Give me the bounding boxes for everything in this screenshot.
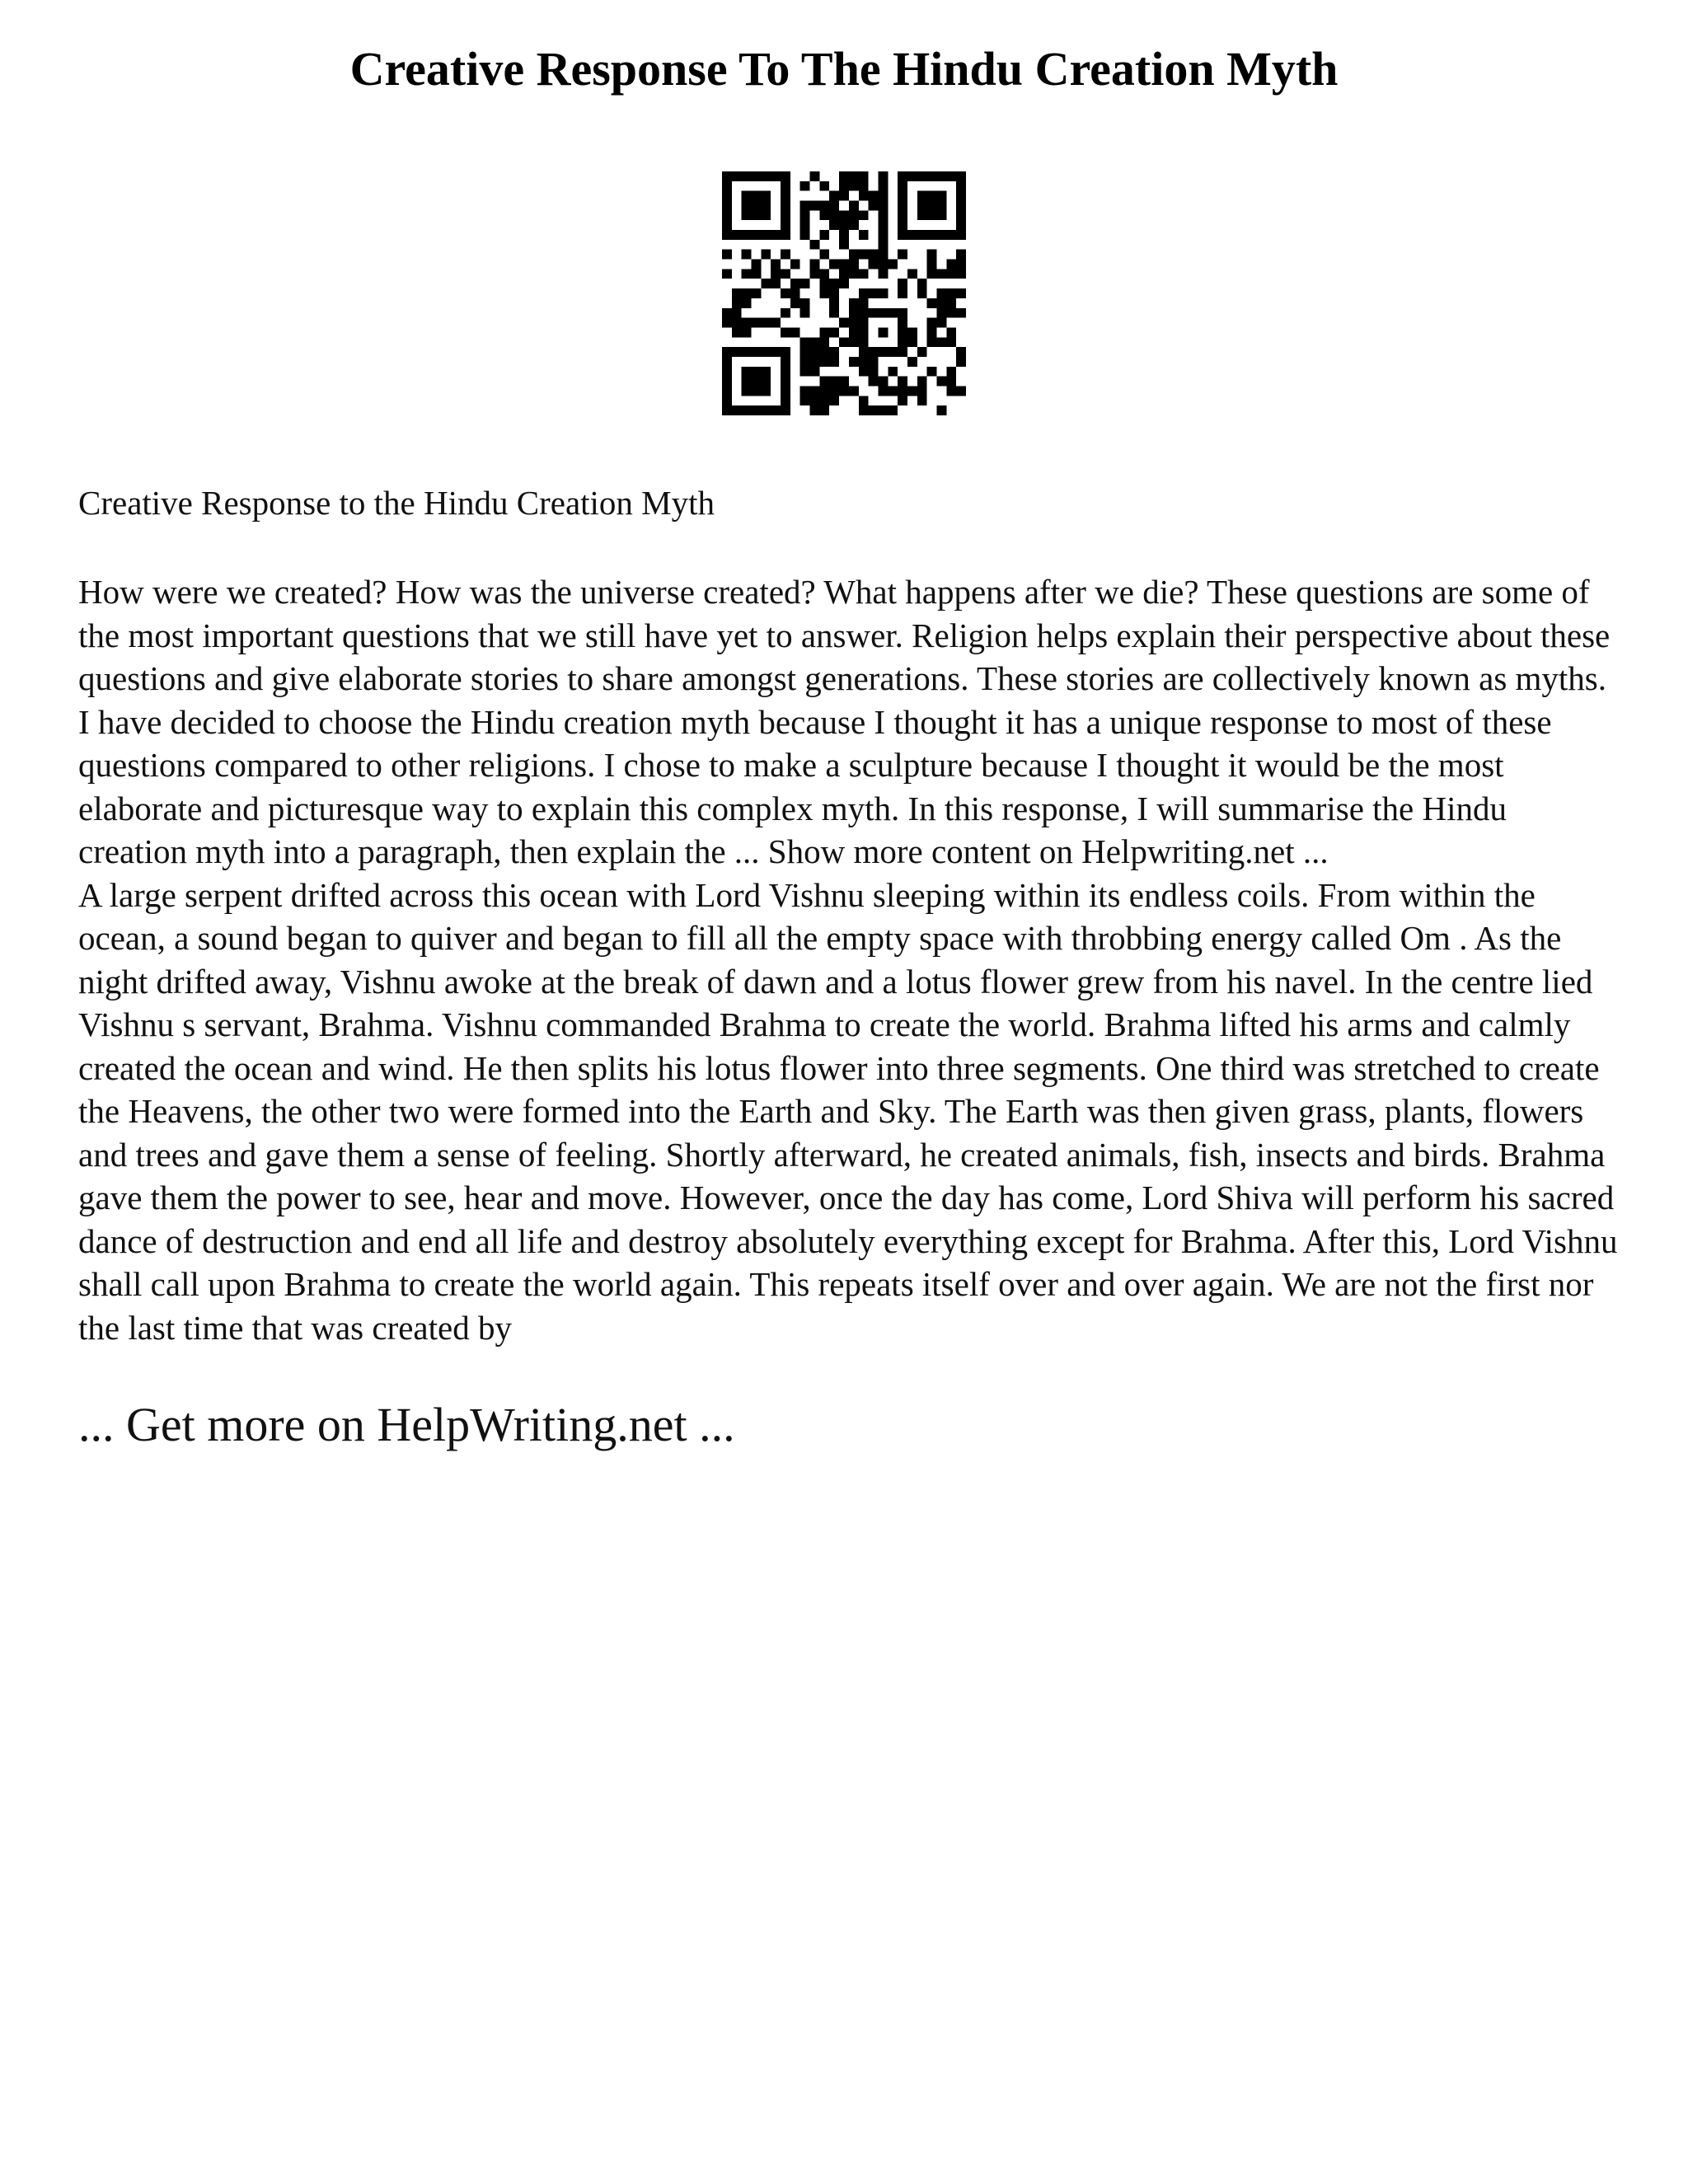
document-subtitle: Creative Response to the Hindu Creation Myth <box>78 484 715 522</box>
body-paragraph-2: A large serpent drifted across this ocean with Lord Vishnu sleeping within its endless coils. From within the ocean, a sound began to quiver and began to fill all the empty space with throbbing energy called Om . As the night drifted away, Vishnu awoke at the break of dawn and a lotus flower grew from his navel. In the centre lied Vishnu s servant, Brahma. Vishnu commanded Brahma to create the world. Brahma lifted his arms and calmly created the ocean and wind. He then splits his lotus flower into three segments. One third was stretched to create the Heavens, the other two were formed into the Earth and Sky. The Earth was then given grass, plants, flowers and trees and gave them a sense of feeling. Shortly afterward, he created animals, fish, insects and birds. Brahma gave them the power to see, hear and move. However, once the day has come, Lord Shiva will perform his sacred dance of destruction and end all life and destroy absolutely everything except for Brahma. After this, Lord Vishnu shall call upon Brahma to create the world again. This repeats itself over and over again. We are not the first nor the last time that was created by <box>78 875 1618 1347</box>
qr-code-icon <box>722 171 966 415</box>
page-title: Creative Response To The Hindu Creation Myth <box>349 42 1339 96</box>
document-body <box>78 480 1620 1458</box>
body-paragraph-1: How were we created? How was the universe created? What happens after we die? These questions are some of the most important questions that we still have yet to answer. Religion helps explain their perspective about these questions and give elaborate stories to share amongst generations. These stories are collectively known as myths. I have decided to choose the Hindu creation myth because I thought it has a unique response to most of these questions compared to other religions. I chose to make a sculpture because I thought it would be the most elaborate and picturesque way to explain this complex myth. In this response, I will summarise the Hindu creation myth into a paragraph, then explain the ... Show more content on Helpwriting.net ... <box>78 573 1611 870</box>
get-more-link[interactable]: ... Get more on HelpWriting.net ... <box>78 1398 735 1451</box>
